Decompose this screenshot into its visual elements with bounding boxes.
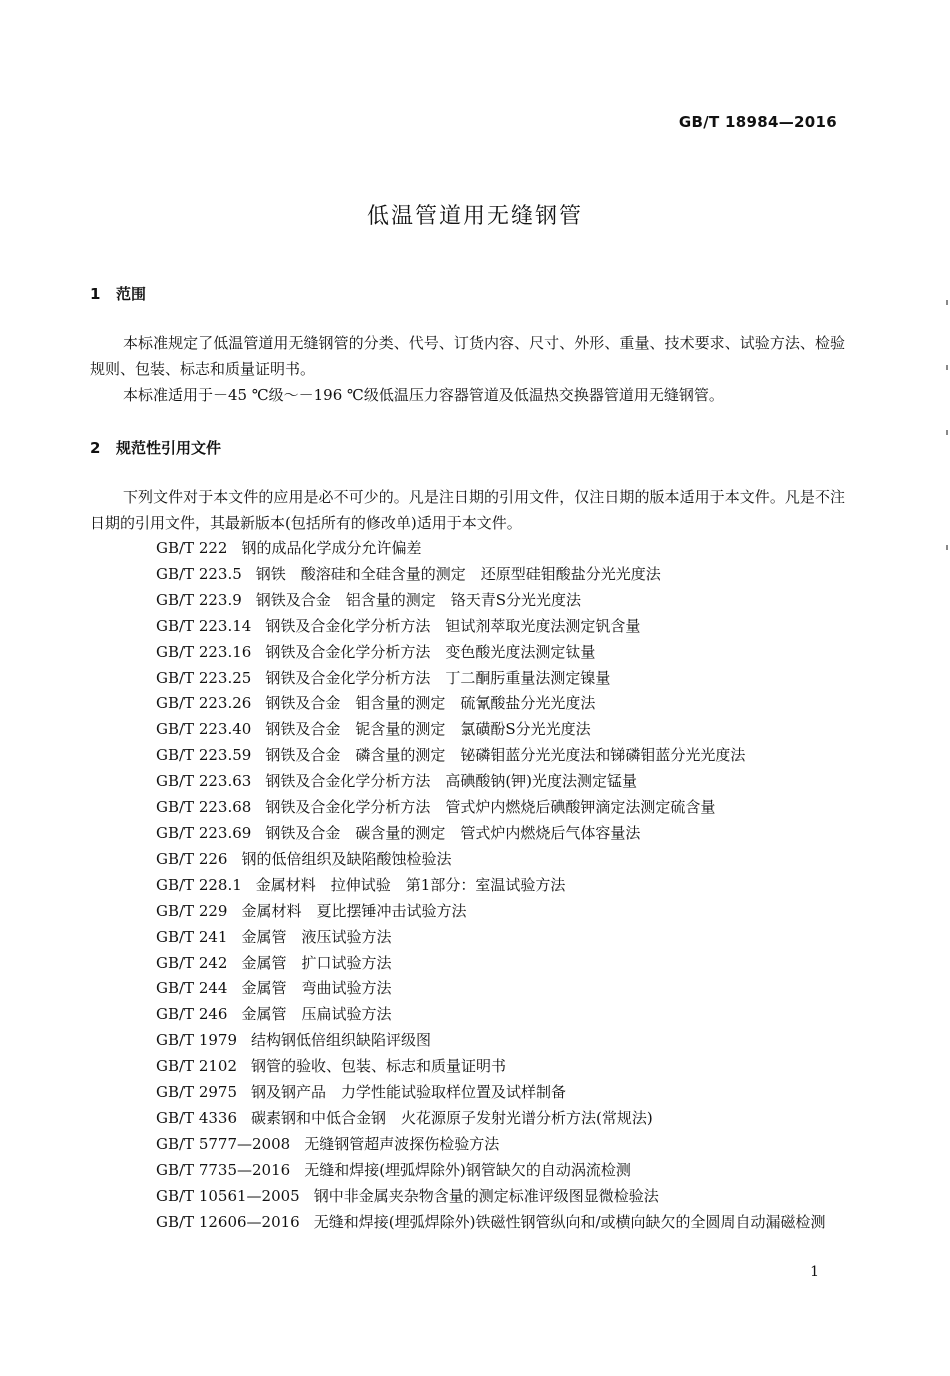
reference-title: 钢铁及合金化学分析方法 管式炉内燃烧后碘酸钾滴定法测定硫含量 [265,798,716,817]
reference-item [90,1210,845,1236]
reference-item [90,1002,845,1028]
reference-item [90,976,845,1002]
reference-code: GB/T 223.69 [156,823,252,842]
reference-code: GB/T 12606—2016 [156,1212,300,1231]
reference-code: GB/T 10561—2005 [156,1186,300,1205]
reference-code: GB/T 223.26 [156,694,252,713]
reference-code: GB/T 223.5 [156,564,242,583]
reference-item [90,847,845,873]
reference-code: GB/T 246 [156,1005,228,1024]
reference-title: 金属管 压扁试验方法 [241,1005,392,1024]
section-heading-scope [90,283,146,304]
reference-code: GB/T 229 [156,901,228,920]
normative-references-intro [90,484,845,536]
reference-code: GB/T 2975 [156,1083,238,1102]
reference-code: GB/T 5777—2008 [156,1134,291,1153]
reference-item [90,536,845,562]
reference-code: GB/T 226 [156,849,228,868]
reference-code: GB/T 223.40 [156,720,252,739]
reference-code: GB/T 223.59 [156,746,252,765]
reference-title: 钢铁及合金 磷含量的测定 铋磷钼蓝分光光度法和锑磷钼蓝分光光度法 [265,746,746,765]
reference-item [90,666,845,692]
section-heading-normative-references [90,437,221,458]
reference-title: 金属材料 拉伸试验 第1部分：室温试验方法 [255,875,566,894]
reference-title: 钢铁及合金 碳含量的测定 管式炉内燃烧后气体容量法 [265,823,641,842]
reference-code: GB/T 222 [156,539,228,557]
reference-item [90,795,845,821]
reference-item [90,717,845,743]
scan-edge-mark [946,300,948,305]
reference-item [90,588,845,614]
standard-code: GB/T 18984—2016 [678,113,837,131]
reference-title: 结构钢低倍组织缺陷评级图 [251,1031,432,1050]
reference-code: GB/T 1979 [156,1031,238,1050]
reference-list [90,536,845,1235]
reference-code: GB/T 242 [156,953,228,972]
scan-edge-mark [946,430,948,435]
reference-code: GB/T 223.25 [156,668,252,687]
reference-title: 钢铁及合金化学分析方法 变色酸光度法测定钛量 [265,642,596,661]
reference-code: GB/T 223.14 [156,616,252,635]
section-number: 1 [90,285,101,303]
reference-title: 无缝钢管超声波探伤检验方法 [304,1134,500,1153]
scan-edge-mark [946,545,948,550]
reference-item [90,1184,845,1210]
reference-code: GB/T 7735—2016 [156,1160,291,1179]
reference-item [90,1158,845,1184]
reference-title: 钢铁及合金 铌含量的测定 氯磺酚S分光光度法 [265,720,591,739]
section-title: 规范性引用文件 [116,439,222,457]
reference-title: 金属管 液压试验方法 [241,927,392,946]
reference-title: 钢的低倍组织及缺陷酸蚀检验法 [241,849,452,868]
reference-item [90,562,845,588]
reference-item [90,899,845,925]
reference-item [90,640,845,666]
page-number: 1 [810,1264,819,1280]
reference-item [90,1028,845,1054]
reference-item [90,691,845,717]
reference-title: 钢铁及合金 钼含量的测定 硫氰酸盐分光光度法 [265,694,596,713]
reference-item [90,769,845,795]
reference-title: 无缝和焊接(埋弧焊除外)钢管缺欠的自动涡流检测 [304,1160,631,1179]
reference-title: 钢中非金属夹杂物含量的测定标准评级图显微检验法 [313,1186,659,1205]
reference-title: 钢铁 酸溶硅和全硅含量的测定 还原型硅钼酸盐分光光度法 [255,564,661,583]
section-number: 2 [90,439,101,457]
paragraph: 下列文件对于本文件的应用是必不可少的。凡是注日期的引用文件，仅注日期的版本适用于本文件。凡是不注日期的引用文件，其最新版本(包括所有的修改单)适用于本文件。 [90,488,845,532]
reference-title: 金属管 弯曲试验方法 [241,979,392,998]
reference-title: 钢铁及合金化学分析方法 高碘酸钠(钾)光度法测定锰量 [265,772,638,791]
document-title: 低温管道用无缝钢管 [366,204,583,229]
reference-item [90,743,845,769]
reference-item [90,1106,845,1132]
reference-title: 钢的成品化学成分允许偏差 [241,539,422,557]
reference-title: 钢管的验收、包装、标志和质量证明书 [251,1057,507,1076]
reference-item [90,951,845,977]
reference-title: 金属材料 夏比摆锤冲击试验方法 [241,901,467,920]
reference-code: GB/T 244 [156,979,228,998]
paragraph: 本标准适用于－45 ℃级～－196 ℃级低温压力容器管道及低温热交换器管道用无缝钢管。 [123,386,724,404]
reference-code: GB/T 4336 [156,1108,238,1127]
reference-title: 碳素钢和中低合金钢 火花源原子发射光谱分析方法(常规法) [251,1108,653,1127]
reference-item [90,873,845,899]
reference-title: 钢铁及合金化学分析方法 丁二酮肟重量法测定镍量 [265,668,611,687]
scope-paragraphs [90,330,845,408]
reference-item [90,614,845,640]
reference-title: 钢及钢产品 力学性能试验取样位置及试样制备 [251,1083,567,1102]
paragraph: 本标准规定了低温管道用无缝钢管的分类、代号、订货内容、尺寸、外形、重量、技术要求、试验方法、检验规则、包装、标志和质量证明书。 [90,334,845,378]
reference-item [90,925,845,951]
reference-title: 金属管 扩口试验方法 [241,953,392,972]
reference-code: GB/T 241 [156,927,228,946]
reference-item [90,1132,845,1158]
reference-item [90,821,845,847]
reference-item [90,1054,845,1080]
scan-edge-mark [946,365,948,370]
reference-code: GB/T 223.9 [156,590,242,609]
reference-code: GB/T 228.1 [156,875,242,894]
reference-title: 无缝和焊接(埋弧焊除外)铁磁性钢管纵向和/或横向缺欠的全圆周自动漏磁检测 [313,1212,826,1231]
reference-code: GB/T 2102 [156,1057,238,1076]
reference-title: 钢铁及合金 铝含量的测定 铬天青S分光光度法 [255,590,582,609]
reference-code: GB/T 223.63 [156,772,252,791]
reference-item [90,1080,845,1106]
reference-title: 钢铁及合金化学分析方法 钽试剂萃取光度法测定钒含量 [265,616,641,635]
reference-code: GB/T 223.68 [156,798,252,817]
reference-code: GB/T 223.16 [156,642,252,661]
section-title: 范围 [116,285,147,303]
